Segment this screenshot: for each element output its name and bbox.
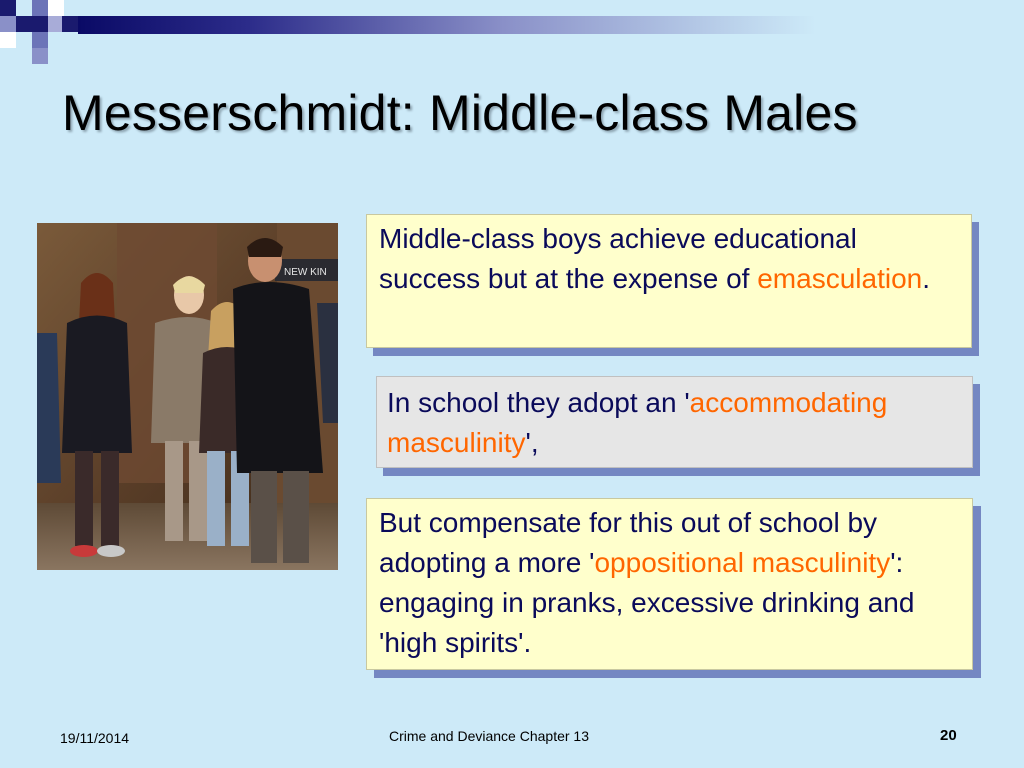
box1-text-end: . bbox=[922, 263, 930, 294]
text-box-oppositional bbox=[366, 498, 973, 670]
footer-title: Crime and Deviance Chapter 13 bbox=[389, 728, 589, 744]
text-box-emasculation bbox=[366, 214, 972, 348]
decorative-square-icon bbox=[62, 16, 78, 32]
decorative-square-icon bbox=[0, 0, 16, 16]
box2-text-end: ', bbox=[525, 427, 539, 458]
decorative-square-icon bbox=[16, 16, 32, 32]
decorative-square-icon bbox=[32, 0, 48, 16]
slide-title: Messerschmidt: Middle-class Males bbox=[62, 85, 858, 141]
decorative-square-icon bbox=[48, 0, 64, 16]
decorative-square-icon bbox=[32, 16, 48, 32]
decorative-square-icon bbox=[32, 32, 48, 48]
box3-text: But compensate for this out of school by adopting a more ' bbox=[379, 507, 878, 578]
box2-highlight: accommodating masculinity bbox=[387, 387, 888, 458]
photo-sign-text: NEW KIN bbox=[284, 267, 327, 278]
decorative-square-icon bbox=[0, 16, 16, 32]
photo-students bbox=[37, 223, 338, 570]
decorative-square-icon bbox=[16, 0, 32, 16]
box2-text: In school they adopt an ' bbox=[387, 387, 690, 418]
footer-date: 19/11/2014 bbox=[60, 730, 130, 746]
decorative-gradient-bar bbox=[78, 16, 1024, 34]
box1-text: Middle-class boys achieve educational success but at the expense of bbox=[379, 223, 857, 294]
text-box-accommodating bbox=[376, 376, 973, 468]
box3-highlight: oppositional masculinity bbox=[594, 547, 891, 578]
decorative-square-icon bbox=[16, 32, 32, 48]
decorative-square-icon bbox=[32, 48, 48, 64]
box1-highlight: emasculation bbox=[757, 263, 923, 294]
box3-text-end: ': engaging in pranks, excessive drinking and 'high spirits'. bbox=[379, 547, 915, 658]
page-number: 20 bbox=[940, 727, 957, 744]
decorative-square-icon bbox=[0, 32, 16, 48]
